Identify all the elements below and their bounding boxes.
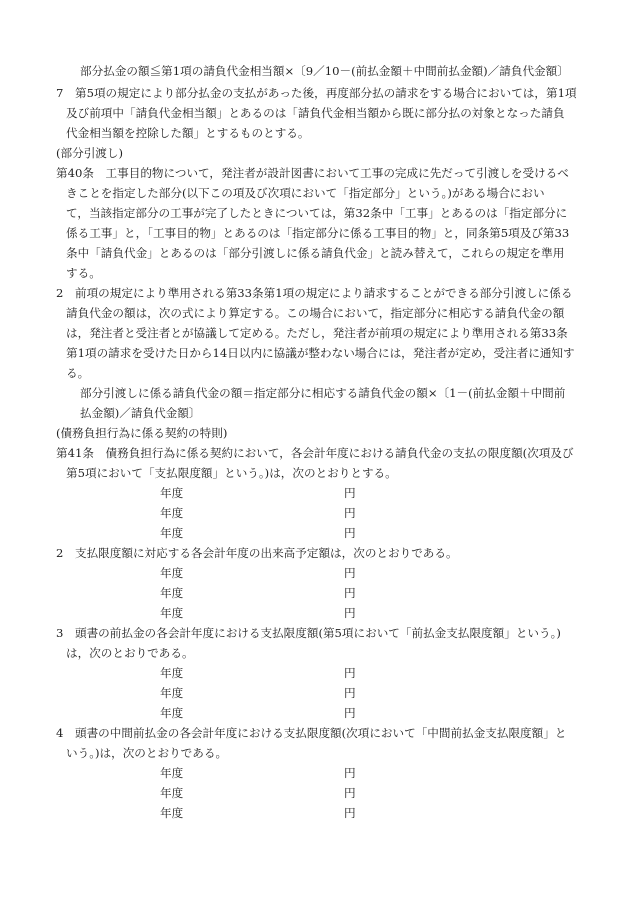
article-40-p2-line-1: 2 前項の規定により準用される第33条第1項の規定により請求することができる部分引渡しに係る — [56, 286, 573, 300]
table-year-label: 年度 — [160, 706, 184, 720]
table-yen-label: 円 — [344, 706, 356, 720]
table-yen-label: 円 — [344, 586, 356, 600]
article-40-line-6: する。 — [66, 266, 101, 280]
article-41-p2-line-1: 2 支払限度額に対応する各会計年度の出来高予定額は，次のとおりである。 — [56, 546, 458, 560]
article-41-p3-line-1: 3 頭書の前払金の各会計年度における支払限度額(第5項において「前払金支払限度額」という。) — [56, 626, 561, 640]
article-40-line-3: て，当該指定部分の工事が完了したときについては，第32条中「工事」とあるのは「指定部分に — [66, 206, 568, 220]
table-year-label: 年度 — [160, 806, 184, 820]
table-year-label: 年度 — [160, 586, 184, 600]
heading-partial-delivery: (部分引渡し) — [56, 146, 124, 160]
article-40-p2-line-4: 第1項の請求を受けた日から14日以内に協議が整わない場合には，発注者が定め，受注者に通知す — [66, 346, 575, 360]
table-yen-label: 円 — [344, 486, 356, 500]
table-year-label: 年度 — [160, 666, 184, 680]
table-yen-label: 円 — [344, 786, 356, 800]
article-40-line-5: 条中「請負代金」とあるのは「部分引渡しに係る請負代金」と読み替えて，これらの規定を準用 — [66, 246, 565, 260]
article-40-p2-line-3: は，発注者と受注者とが協議して定める。ただし，発注者が前項の規定により準用される第33条 — [66, 326, 568, 340]
table-yen-label: 円 — [344, 806, 356, 820]
article-40-line-4: 係る工事」と，「工事目的物」とあるのは「指定部分に係る工事目的物」と，同条第5項及び第33 — [66, 226, 570, 240]
formula-partial-payment: 部分払金の額≦第1項の請負代金相当額×〔9／10－(前払金額＋中間前払金額)／請負代金額〕 — [80, 64, 569, 78]
heading-debt-burden: (債務負担行為に係る契約の特則) — [56, 426, 228, 440]
table-year-label: 年度 — [160, 566, 184, 580]
table-year-label: 年度 — [160, 526, 184, 540]
article-40-line-2: きことを指定した部分(以下この項及び次項において「指定部分」という。)がある場合におい — [66, 186, 545, 200]
table-year-label: 年度 — [160, 766, 184, 780]
table-year-label: 年度 — [160, 786, 184, 800]
table-year-label: 年度 — [160, 686, 184, 700]
article-41-line-2: 第5項において「支払限度額」という。)は，次のとおりとする。 — [66, 466, 397, 480]
article-41-p4-line-1: 4 頭書の中間前払金の各会計年度における支払限度額(次項において「中間前払金支払限度額」と — [56, 726, 567, 740]
table-yen-label: 円 — [344, 526, 356, 540]
table-yen-label: 円 — [344, 606, 356, 620]
clause-7-line-1: 7 第5項の規定により部分払金の支払があった後，再度部分払の請求をする場合においては，第1項 — [56, 86, 577, 100]
table-year-label: 年度 — [160, 486, 184, 500]
table-yen-label: 円 — [344, 666, 356, 680]
table-year-label: 年度 — [160, 606, 184, 620]
table-yen-label: 円 — [344, 686, 356, 700]
formula-partial-delivery-line-2: 払金額)／請負代金額〕 — [80, 406, 201, 420]
clause-7-line-2: 及び前項中「請負代金相当額」とあるのは「請負代金相当額から既に部分払の対象となった請負 — [66, 106, 565, 120]
formula-partial-delivery-line-1: 部分引渡しに係る請負代金の額＝指定部分に相応する請負代金の額×〔1－(前払金額＋中間前 — [80, 386, 566, 400]
article-41-line-1: 第41条 債務負担行為に係る契約において，各会計年度における請負代金の支払の限度額(次項及び — [56, 446, 574, 460]
article-40-p2-line-2: 請負代金の額は，次の式により算定する。この場合において，指定部分に相応する請負代金の額 — [66, 306, 565, 320]
clause-7-line-3: 代金相当額を控除した額」とするものとする。 — [66, 126, 310, 140]
table-yen-label: 円 — [344, 506, 356, 520]
table-yen-label: 円 — [344, 566, 356, 580]
article-41-p3-line-2: は，次のとおりである。 — [66, 646, 194, 660]
table-year-label: 年度 — [160, 506, 184, 520]
article-40-p2-line-5: る。 — [66, 366, 90, 380]
article-41-p4-line-2: いう。)は，次のとおりである。 — [66, 746, 228, 760]
article-40-line-1: 第40条 工事目的物について，発注者が設計図書において工事の完成に先だって引渡しを受けるべ — [56, 166, 569, 180]
table-yen-label: 円 — [344, 766, 356, 780]
